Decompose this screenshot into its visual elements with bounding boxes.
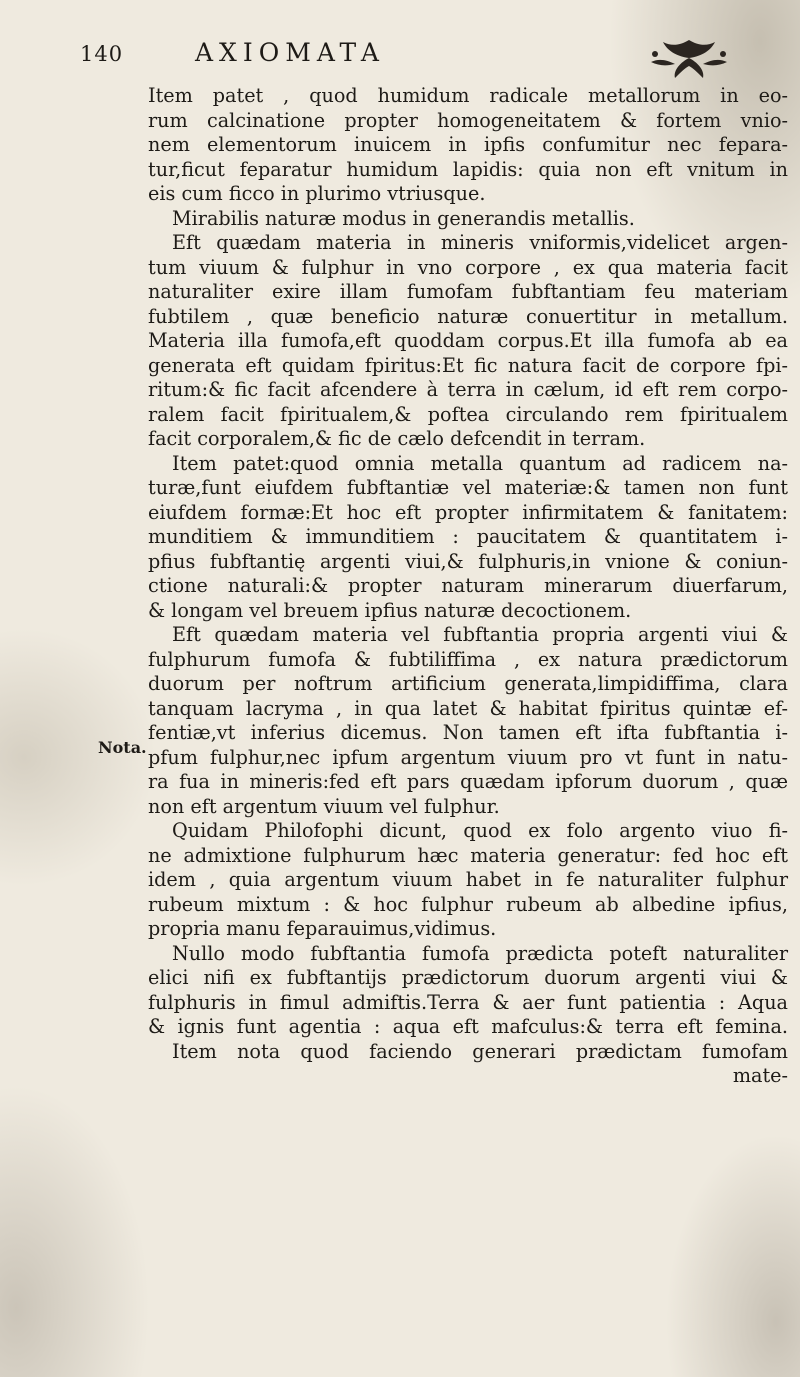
text-line: & ignis funt agentia : aqua eft mafculus:& terra eft femina.	[148, 1015, 788, 1038]
text-line: ra fua in mineris:fed eft pars quædam ipforum duorum , quæ	[148, 770, 788, 793]
decorative-ornament	[645, 36, 733, 80]
text-line: Eft quædam materia vel fubftantia propria argenti viui &	[172, 623, 788, 646]
text-line: ralem facit fpiritualem,& poftea circulando rem fpiritualem	[148, 402, 788, 426]
text-line: Item patet , quod humidum radicale metallorum in eo-	[148, 84, 788, 107]
text-line: munditiem & immunditiem : paucitatem & quantitatem i-	[148, 525, 788, 548]
text-line: Nullo modo fubftantia fumofa prædicta poteft naturaliter	[172, 941, 788, 965]
text-line: nem elementorum inuicem in ipfis confumitur nec fepara-	[148, 133, 788, 156]
text-line: Item patet:quod omnia metalla quantum ad radicem na-	[172, 451, 788, 475]
page-number: 140	[80, 42, 124, 66]
text-line: elici nifi ex fubftantijs prædictorum duorum argenti viui &	[148, 966, 788, 989]
section-heading: Mirabilis naturæ modus in generandis metallis.	[172, 206, 635, 230]
text-line: generata eft quidam fpiritus:Et fic natura facit de corpore fpi-	[148, 353, 788, 377]
text-line: naturaliter exire illam fumofam fubftantiam feu materiam	[148, 280, 788, 303]
text-line: tanquam lacryma , in qua latet & habitat fpiritus quintæ ef-	[148, 696, 788, 720]
body-text	[148, 84, 788, 1089]
margin-note: Nota.	[98, 738, 147, 757]
text-line: Item nota quod faciendo generari prædictam fumofam	[172, 1039, 788, 1063]
text-line: fulphuris in fimul admiftis.Terra & aer funt patientia : Aqua	[148, 990, 788, 1014]
text-line: ritum:& fic facit afcendere à terra in cælum, id eft rem corpo-	[148, 378, 788, 401]
text-line: ne admixtione fulphurum hæc materia generatur: fed hoc eft	[148, 843, 788, 867]
text-line: pfum fulphur,nec ipfum argentum viuum pro vt funt in natu-	[148, 745, 788, 769]
text-line: ctione naturali:& propter naturam minerarum diuerfarum,	[148, 574, 788, 597]
text-line: Quidam Philofophi dicunt, quod ex folo argento viuo fi-	[172, 819, 788, 842]
catchword: mate-	[732, 1064, 788, 1087]
text-line: propria manu feparauimus,vidimus.	[148, 917, 497, 940]
text-line: rum calcinatione propter homogeneitatem & fortem vnio-	[148, 108, 788, 132]
running-title: AXIOMATA	[195, 38, 385, 67]
text-line: tum viuum & fulphur in vno corpore , ex qua materia facit	[148, 255, 788, 279]
page-header	[80, 36, 730, 76]
text-line: eiufdem formæ:Et hoc eft propter infirmitatem & fanitatem:	[148, 500, 788, 524]
text-line: tur,ficut feparatur humidum lapidis: quia non eft vnitum in	[148, 157, 788, 181]
text-line: idem , quia argentum viuum habet in fe naturaliter fulphur	[148, 868, 788, 891]
text-line: fubtilem , quæ beneficio naturæ conuertitur in metallum.	[148, 304, 788, 328]
text-line: duorum per noftrum artificium generata,limpidiffima, clara	[148, 672, 788, 695]
text-line: turæ,funt eiufdem fubftantiæ vel materiæ:& tamen non funt	[148, 476, 788, 499]
text-line: Materia illa fumofa,eft quoddam corpus.Et illa fumofa ab ea	[148, 329, 788, 352]
text-line: Eft quædam materia in mineris vniformis,videlicet argen-	[172, 231, 788, 254]
text-line: fentiæ,vt inferius dicemus. Non tamen eft ifta fubftantia i-	[148, 721, 788, 744]
text-line: fulphurum fumofa & fubtiliffima , ex natura prædictorum	[148, 647, 788, 671]
text-line: pfius fubftantię argenti viui,& fulphuris,in vnione & coniun-	[148, 549, 788, 573]
text-line: facit corporalem,& fic de cælo defcendit in terram.	[148, 427, 646, 450]
text-line: eis cum ficco in plurimo vtriusque.	[148, 182, 486, 205]
text-line: non eft argentum viuum vel fulphur.	[148, 794, 500, 818]
text-line: & longam vel breuem ipfius naturæ decoctionem.	[148, 598, 632, 622]
text-line: rubeum mixtum : & hoc fulphur rubeum ab albedine ipfius,	[148, 892, 788, 916]
